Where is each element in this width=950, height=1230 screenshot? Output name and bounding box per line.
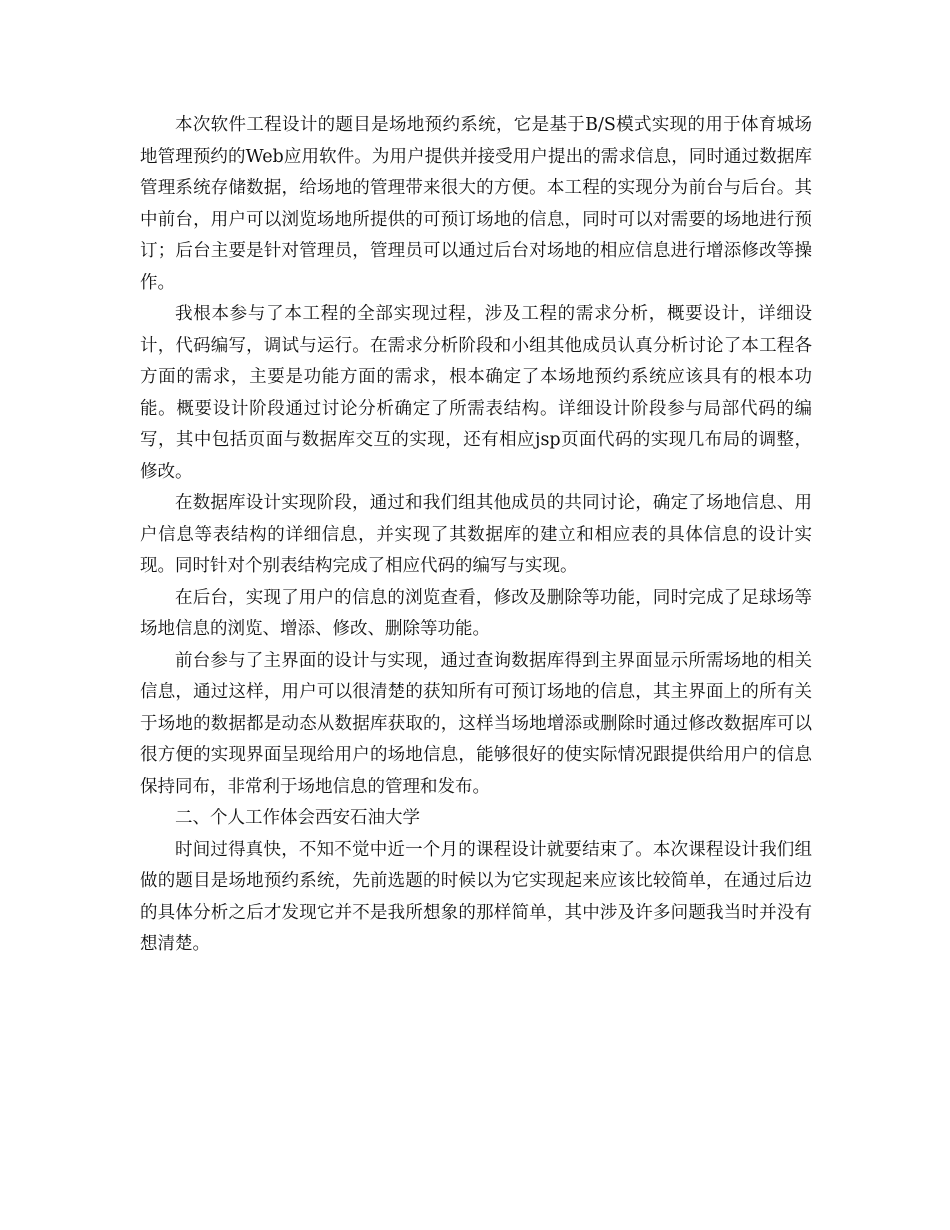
section-heading-personal-experience: 二、个人工作体会西安石油大学: [175, 808, 420, 828]
paragraph-participation: 我根本参与了本工程的全部实现过程，涉及工程的需求分析，概要设计，详细设计，代码编写，调试与运行。在需求分析阶段和小组其他成员认真分析讨论了本工程各方面的需求，主要是功能方面的需求，根本确定了本场地预约系统应该具有的根本功能。概要设计阶段通过讨论分析确定了所需表结构。详细设计阶段参与局部代码的编写，其中包括页面与数据库交互的实现，还有相应jsp页面代码的实现几布局的调整，修改。: [140, 304, 812, 482]
paragraph-frontend: 前台参与了主界面的设计与实现，通过查询数据库得到主界面显示所需场地的相关信息，通过这样，用户可以很清楚的获知所有可预订场地的信息，其主界面上的所有关于场地的数据都是动态从数据库获取的，这样当场地增添或删除时通过修改数据库可以很方便的实现界面呈现给用户的场地信息，能够很好的使实际情况跟提供给用户的信息保持同布，非常利于场地信息的管理和发布。: [140, 650, 812, 797]
document-body: [140, 110, 812, 961]
paragraph-database-design: 在数据库设计实现阶段，通过和我们组其他成员的共同讨论，确定了场地信息、用户信息等表结构的详细信息，并实现了其数据库的建立和相应表的具体信息的设计实现。同时针对个别表结构完成了相应代码的编写与实现。: [140, 493, 812, 576]
paragraph-backend: 在后台，实现了用户的信息的浏览查看，修改及删除等功能，同时完成了足球场等场地信息的浏览、增添、修改、删除等功能。: [140, 587, 812, 639]
paragraph-experience: 时间过得真快，不知不觉中近一个月的课程设计就要结束了。本次课程设计我们组做的题目是场地预约系统，先前选题的时候以为它实现起来应该比较简单，在通过后边的具体分析之后才发现它并不是我所想象的那样简单，其中涉及许多问题我当时并没有想清楚。: [140, 839, 812, 954]
paragraph-project-intro: 本次软件工程设计的题目是场地预约系统，它是基于B/S模式实现的用于体育城场地管理预约的Web应用软件。为用户提供并接受用户提出的需求信息，同时通过数据库管理系统存储数据，给场地的管理带来很大的方便。本工程的实现分为前台与后台。其中前台，用户可以浏览场地所提供的可预订场地的信息，同时可以对需要的场地进行预订；后台主要是针对管理员，管理员可以通过后台对场地的相应信息进行增添修改等操作。: [140, 115, 812, 293]
